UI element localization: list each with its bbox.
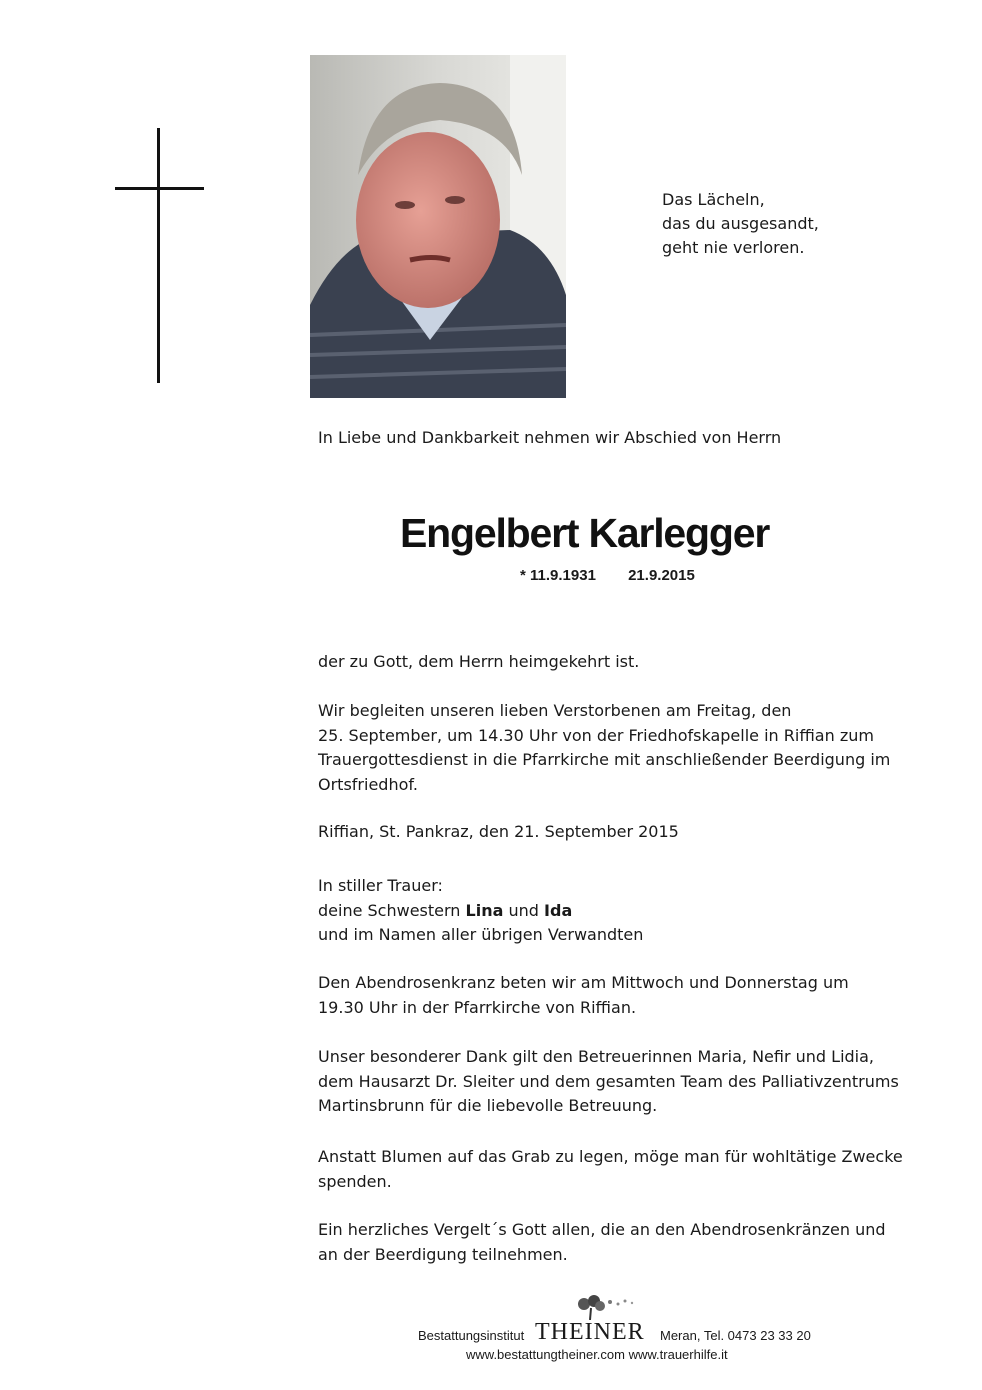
footer-contact: Meran, Tel. 0473 23 33 20 xyxy=(660,1328,811,1343)
quote-line: Das Lächeln, xyxy=(662,190,765,209)
mourners-prefix: deine Schwestern xyxy=(318,900,461,920)
paragraph-line: spenden. xyxy=(318,1171,392,1191)
paragraph-line: Ein herzliches Vergelt´s Gott allen, die an den Abendrosenkränzen und xyxy=(318,1220,886,1239)
paragraph-line: 25. September, um 14.30 Uhr von der Friedhofskapelle in Riffian zum xyxy=(318,725,874,745)
memorial-quote xyxy=(662,188,819,260)
footer-brand-theiner: THEINER xyxy=(535,1319,645,1345)
footer-institute-label: Bestattungsinstitut xyxy=(418,1328,525,1343)
quote-line: das du ausgesandt, xyxy=(662,214,819,233)
portrait-photo xyxy=(310,55,566,398)
paragraph-gratitude xyxy=(318,1218,886,1267)
paragraph-return-to-god xyxy=(318,650,639,675)
paragraph-line: an der Beerdigung teilnehmen. xyxy=(318,1244,568,1264)
paragraph-line: Riffian, St. Pankraz, den 21. September 2015 xyxy=(318,822,679,841)
paragraph-line: Wir begleiten unseren lieben Verstorbenen am Freitag, den xyxy=(318,701,792,720)
paragraph-line: 19.30 Uhr in der Pfarrkirche von Riffian. xyxy=(318,997,637,1017)
death-date: 21.9.2015 xyxy=(628,567,695,584)
paragraph-line: der zu Gott, dem Herrn heimgekehrt ist. xyxy=(318,652,640,671)
paragraph-place-date xyxy=(318,820,679,845)
mourner-name-ida: Ida xyxy=(544,900,573,920)
cross-horizontal-bar xyxy=(115,187,204,190)
paragraph-line: In stiller Trauer: xyxy=(318,876,443,895)
deceased-name: Engelbert Karlegger xyxy=(400,510,770,556)
paragraph-thanks xyxy=(318,1045,899,1119)
mourners-conj: und xyxy=(508,900,539,920)
intro-text: In Liebe und Dankbarkeit nehmen wir Abschied von Herrn xyxy=(318,428,782,447)
paragraph-mourners xyxy=(318,874,643,948)
paragraph-rosary xyxy=(318,971,849,1020)
tree-logo-icon xyxy=(570,1294,640,1320)
quote-line: geht nie verloren. xyxy=(662,238,805,257)
cross-vertical-bar xyxy=(157,128,160,383)
paragraph-line: Den Abendrosenkranz beten wir am Mittwoch und Donnerstag um xyxy=(318,973,849,992)
paragraph-line: Martinsbrunn für die liebevolle Betreuung. xyxy=(318,1096,658,1115)
paragraph-line: Anstatt Blumen auf das Grab zu legen, möge man für wohltätige Zwecke xyxy=(318,1147,903,1166)
footer-websites: www.bestattungtheiner.com www.trauerhilfe.it xyxy=(466,1347,728,1362)
paragraph-line: Ortsfriedhof. xyxy=(318,774,418,794)
paragraph-line: Trauergottesdienst in die Pfarrkirche mit anschließender Beerdigung im xyxy=(318,750,891,769)
paragraph-line: und im Namen aller übrigen Verwandten xyxy=(318,925,644,944)
life-dates xyxy=(520,567,695,584)
birth-date: * 11.9.1931 xyxy=(520,567,596,584)
paragraph-donations xyxy=(318,1145,903,1194)
paragraph-line: Unser besonderer Dank gilt den Betreuerinnen Maria, Nefir und Lidia, xyxy=(318,1047,875,1066)
paragraph-funeral-details xyxy=(318,699,890,797)
mourner-name-lina: Lina xyxy=(465,900,504,920)
paragraph-line xyxy=(318,899,643,924)
paragraph-line: dem Hausarzt Dr. Sleiter und dem gesamten Team des Palliativzentrums xyxy=(318,1071,899,1091)
